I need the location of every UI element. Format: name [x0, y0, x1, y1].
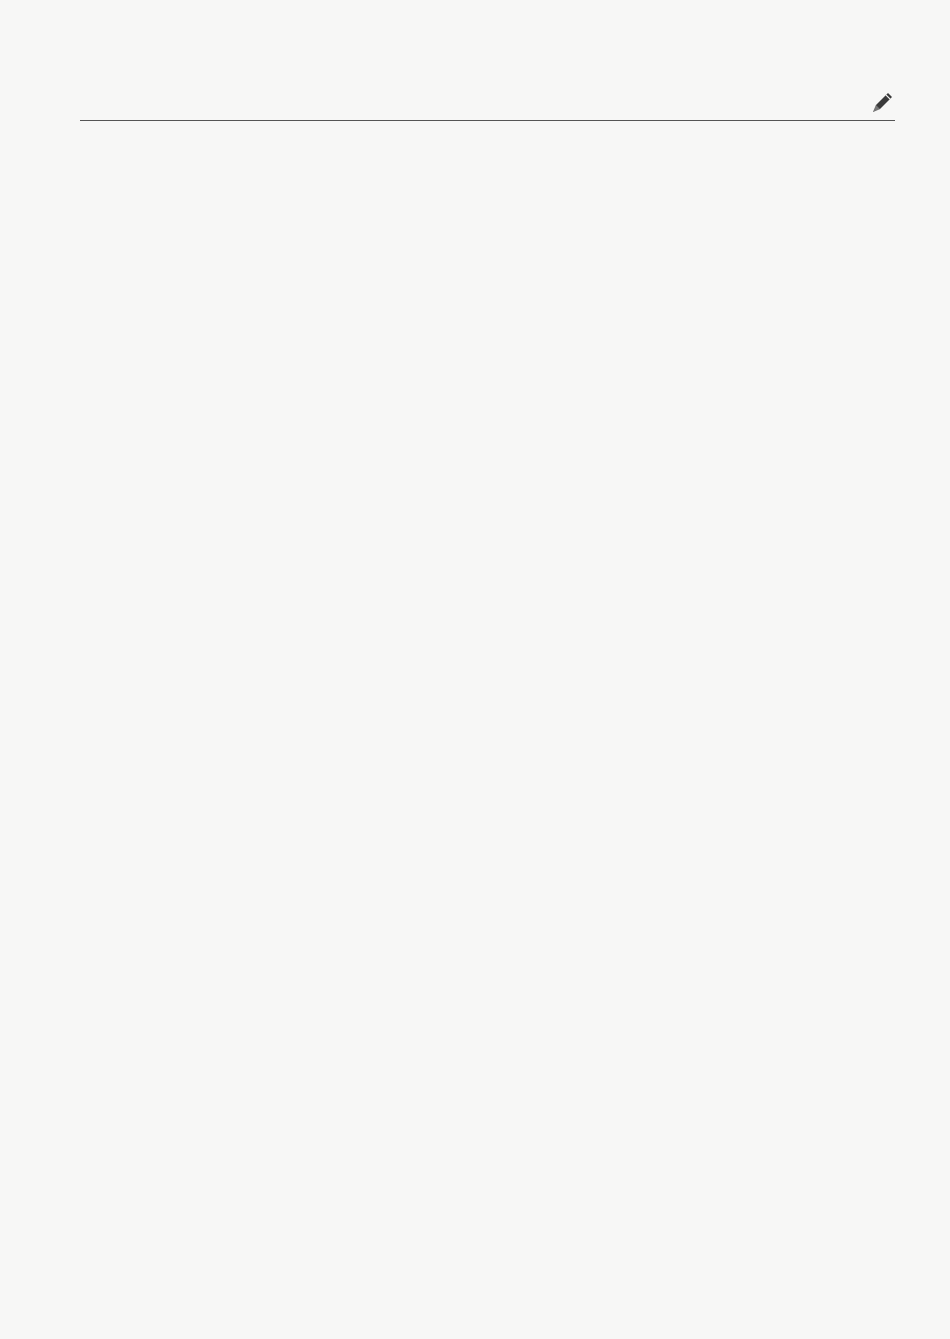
running-header — [80, 92, 895, 121]
pencil-icon — [869, 90, 895, 116]
subheading — [79, 337, 101, 361]
